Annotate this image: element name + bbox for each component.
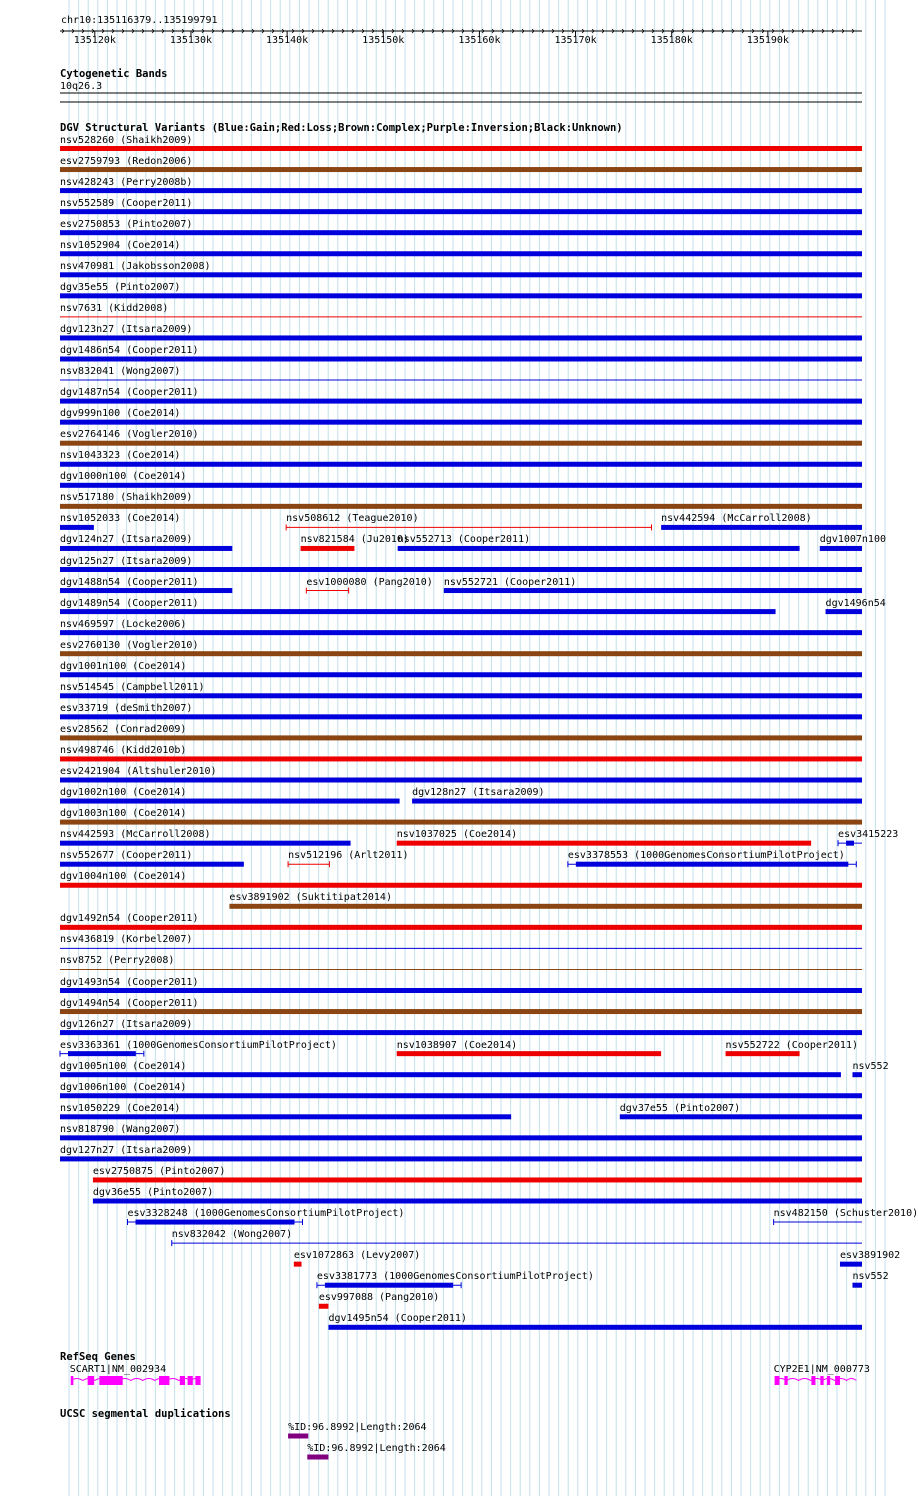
sv-feature-label: dgv1004n100 (Coe2014) [60, 871, 187, 883]
sv-feature-label: dgv126n27 (Itsara2009) [60, 1018, 193, 1030]
sv-feature [60, 230, 862, 235]
gene-exon [827, 1376, 830, 1385]
refseq-track-title: RefSeq Genes [60, 1351, 136, 1363]
sv-feature-label: nsv818790 (Wang2007) [60, 1123, 181, 1135]
gene-label: CYP2E1|NM_000773 [773, 1363, 870, 1375]
sv-feature [60, 1072, 841, 1077]
sv-feature [846, 841, 854, 846]
sv-feature [60, 672, 862, 677]
sv-feature [60, 1030, 862, 1035]
sv-feature [60, 693, 862, 698]
gene-exon [71, 1376, 74, 1385]
sv-feature [60, 188, 862, 193]
sv-feature [229, 904, 862, 909]
sv-feature-label: esv33719 (deSmith2007) [60, 702, 193, 714]
sv-feature [398, 546, 800, 551]
sv-feature-label: dgv1000n100 (Coe2014) [60, 471, 187, 483]
sv-feature-label: esv3891902 (Suktitipat2014) [229, 892, 392, 904]
sv-feature [852, 1283, 862, 1288]
sv-feature-label: dgv1489n54 (Cooper2011) [60, 597, 199, 609]
sv-feature [60, 335, 862, 340]
sv-feature-label: nsv552 [852, 1271, 889, 1283]
sv-feature-label: esv3378553 (1000GenomesConsortiumPilotProject) [567, 850, 845, 862]
sv-feature-label: esv2421904 (Altshuler2010) [60, 766, 217, 777]
gene-exon [188, 1376, 193, 1385]
sv-feature [60, 251, 862, 256]
sv-feature-label: nsv821584 (Ju2010) [300, 534, 409, 546]
sv-feature-label: nsv552 [852, 1060, 889, 1072]
sv-feature-label: nsv832041 (Wong2007) [60, 366, 181, 378]
sv-feature [444, 588, 862, 593]
sv-feature [93, 1199, 862, 1204]
sv-feature-label: dgv1494n54 (Cooper2011) [60, 997, 199, 1009]
sv-feature [60, 778, 862, 783]
sv-feature-label: dgv1486n54 (Cooper2011) [60, 345, 199, 356]
ruler-tick-label: 135120k [73, 35, 116, 46]
sv-feature-label: esv1000080 (Pang2010) [306, 576, 433, 588]
sv-feature-label: dgv1495n54 (Cooper2011) [328, 1313, 467, 1325]
gene-label: SCART1|NM_002934 [69, 1363, 167, 1375]
sv-feature-label: nsv552721 (Cooper2011) [443, 576, 577, 588]
sv-feature [60, 799, 400, 804]
sv-feature-label: esv2759793 (Redon2006) [60, 155, 193, 167]
sv-feature-label: esv2760130 (Vogler2010) [60, 639, 199, 651]
sv-feature [60, 714, 862, 719]
sv-feature-label: esv3891902 [839, 1250, 901, 1262]
ruler-tick-label: 135150k [362, 35, 405, 46]
sv-feature-label: dgv1492n54 (Cooper2011) [60, 913, 199, 925]
sv-feature-label: dgv1006n100 (Coe2014) [60, 1081, 187, 1093]
sv-feature-label: esv997088 (Pang2010) [318, 1292, 440, 1304]
sv-feature-label: dgv1001n100 (Coe2014) [60, 660, 187, 672]
dgv-track-title: DGV Structural Variants (Blue:Gain;Red:Loss;Brown:Complex;Purple:Inversion;Black:Unknown) [60, 122, 623, 134]
segdup-feature [307, 1455, 328, 1460]
sv-feature-label: esv3328248 (1000GenomesConsortiumPilotProject) [127, 1208, 405, 1220]
sv-feature-label: nsv1043323 (Coe2014) [60, 450, 181, 462]
sv-feature [852, 1072, 862, 1077]
ruler-location: chr10:135116379..135199791 [61, 15, 218, 26]
sv-feature [60, 883, 862, 888]
sv-feature-label: esv2750853 (Pinto2007) [60, 218, 193, 230]
gene-exon [811, 1376, 815, 1385]
sv-feature [60, 1156, 862, 1161]
sv-feature-label: nsv528260 (Shaikh2009) [60, 134, 193, 146]
cytoband-track-title: Cytogenetic Bands [60, 68, 168, 80]
sv-feature-label: dgv124n27 (Itsara2009) [60, 534, 193, 546]
sv-feature [620, 1114, 862, 1119]
sv-feature-label: esv28562 (Conrad2009) [60, 723, 187, 735]
sv-feature-label: dgv1007n100 [819, 534, 886, 546]
sv-feature [60, 988, 862, 993]
sv-feature-label: dgv125n27 (Itsara2009) [60, 555, 193, 567]
sv-feature-label: nsv552722 (Cooper2011) [725, 1039, 858, 1051]
sv-feature [412, 799, 862, 804]
sv-feature [60, 820, 862, 825]
segdup-feature [288, 1434, 308, 1439]
sv-feature [136, 1220, 295, 1225]
gene-exon [88, 1376, 94, 1385]
ruler-tick-label: 135160k [458, 35, 501, 46]
ruler-tick-label: 135140k [266, 35, 309, 46]
sv-feature-label: dgv999n100 (Coe2014) [60, 408, 181, 420]
sv-feature-label: esv2750875 (Pinto2007) [92, 1165, 226, 1177]
sv-feature-label: dgv1005n100 (Coe2014) [60, 1060, 187, 1072]
sv-feature-label: dgv1003n100 (Coe2014) [60, 808, 187, 820]
sv-feature [60, 756, 862, 761]
sv-feature [60, 651, 862, 656]
sv-feature [826, 609, 862, 614]
sv-feature-label: nsv436819 (Korbel2007) [60, 934, 193, 946]
ruler-tick-label: 135170k [554, 35, 597, 46]
sv-feature [328, 1325, 862, 1330]
segdup-track-title: UCSC segmental duplications [60, 1408, 231, 1420]
sv-feature-label: esv2764146 (Vogler2010) [60, 429, 199, 441]
segdup-label: %ID:96.8992|Length:2064 [307, 1443, 446, 1454]
sv-feature-label: dgv123n27 (Itsara2009) [60, 323, 193, 335]
sv-feature-label: dgv1493n54 (Cooper2011) [60, 976, 199, 988]
sv-feature [60, 925, 862, 930]
sv-feature [60, 441, 862, 446]
sv-feature [60, 546, 232, 551]
sv-feature [301, 546, 355, 551]
sv-feature [397, 841, 811, 846]
sv-feature [60, 167, 862, 172]
sv-feature-label: nsv552589 (Cooper2011) [60, 197, 193, 209]
sv-feature [397, 1051, 661, 1056]
sv-feature-label: dgv1496n54 [825, 597, 886, 609]
sv-feature-label: nsv1052033 (Coe2014) [60, 513, 181, 525]
sv-feature-label: nsv482150 (Schuster2010) [773, 1208, 918, 1220]
sv-feature-label: esv3363361 (1000GenomesConsortiumPilotProject) [60, 1039, 337, 1051]
sv-feature-label: esv3415223 [838, 829, 899, 841]
sv-feature [60, 588, 232, 593]
sv-feature [60, 483, 862, 488]
ruler-tick-label: 135130k [169, 35, 213, 46]
sv-feature [60, 1093, 862, 1098]
sv-feature-label: nsv552713 (Cooper2011) [397, 534, 531, 546]
sv-feature [60, 609, 776, 614]
sv-feature [60, 525, 94, 530]
sv-feature-label: dgv128n27 (Itsara2009) [412, 787, 545, 799]
sv-feature-label: nsv512196 (Arlt2011) [288, 850, 409, 862]
ruler-tick-label: 135180k [650, 35, 693, 46]
sv-feature-label: nsv832042 (Wong2007) [171, 1229, 293, 1241]
sv-feature [576, 862, 848, 867]
sv-feature-label: dgv36e55 (Pinto2007) [92, 1187, 214, 1198]
gene-exon [820, 1376, 823, 1385]
gene-exon [835, 1376, 840, 1385]
sv-feature-label: nsv442594 (McCarroll2008) [661, 513, 812, 525]
sv-feature-label: nsv517180 (Shaikh2009) [60, 492, 193, 504]
sv-feature-label: dgv1488n54 (Cooper2011) [60, 576, 199, 588]
sv-feature-label: nsv470981 (Jakobsson2008) [60, 260, 211, 272]
gene-exon [784, 1376, 787, 1385]
sv-feature-label: nsv1037025 (Coe2014) [396, 829, 518, 841]
sv-feature-label: dgv35e55 (Pinto2007) [60, 281, 181, 293]
sv-feature-label: nsv469597 (Locke2006) [60, 618, 187, 630]
sv-feature [60, 630, 862, 635]
sv-feature [840, 1262, 862, 1267]
sv-feature [60, 841, 351, 846]
sv-feature [60, 735, 862, 740]
sv-feature-label: nsv8752 (Perry2008) [60, 955, 175, 967]
sv-feature [319, 1304, 329, 1309]
sv-feature [60, 567, 862, 572]
sv-feature-label: nsv442593 (McCarroll2008) [60, 829, 211, 841]
sv-feature-label: nsv1050229 (Coe2014) [60, 1102, 181, 1114]
sv-feature-label: nsv498746 (Kidd2010b) [60, 744, 187, 756]
gene-exon [99, 1376, 122, 1385]
sv-feature [60, 862, 244, 867]
sv-feature [294, 1262, 302, 1267]
sv-feature [60, 399, 862, 404]
sv-feature [820, 546, 862, 551]
cytoband-label: 10q26.3 [60, 81, 103, 92]
sv-feature-label: dgv127n27 (Itsara2009) [60, 1144, 193, 1156]
ruler-tick-label: 135190k [746, 35, 789, 46]
sv-feature [60, 504, 862, 509]
sv-feature [60, 146, 862, 151]
gene-exon [180, 1376, 185, 1385]
gene-exon [159, 1376, 169, 1385]
sv-feature-label: esv3381773 (1000GenomesConsortiumPilotProject) [316, 1271, 594, 1283]
sv-feature-label: dgv1002n100 (Coe2014) [60, 787, 187, 799]
sv-feature-label: nsv514545 (Campbell2011) [60, 681, 205, 693]
sv-feature [60, 272, 862, 277]
sv-feature-label: nsv552677 (Cooper2011) [60, 850, 193, 862]
sv-feature [60, 1009, 862, 1014]
sv-feature [60, 420, 862, 425]
sv-feature [93, 1177, 862, 1182]
sv-feature-label: dgv1487n54 (Cooper2011) [60, 387, 199, 399]
sv-feature-label: dgv37e55 (Pinto2007) [619, 1102, 741, 1114]
sv-feature [60, 1135, 862, 1140]
segdup-label: %ID:96.8992|Length:2064 [288, 1422, 427, 1433]
sv-feature-label: nsv1038907 (Coe2014) [396, 1039, 518, 1051]
sv-feature-label: nsv508612 (Teague2010) [286, 513, 419, 525]
sv-feature-label: nsv7631 (Kidd2008) [60, 302, 169, 314]
sv-feature [60, 357, 862, 362]
sv-feature [68, 1051, 136, 1056]
sv-feature-label: esv1072863 (Levy2007) [293, 1250, 421, 1262]
sv-feature [325, 1283, 453, 1288]
gene-exon [775, 1376, 780, 1385]
sv-feature [60, 209, 862, 214]
sv-feature [60, 1114, 511, 1119]
sv-feature [661, 525, 862, 530]
sv-feature-label: nsv1052904 (Coe2014) [60, 239, 181, 251]
sv-feature-label: nsv428243 (Perry2008b) [60, 176, 193, 188]
sv-feature [60, 462, 862, 467]
sv-feature [726, 1051, 800, 1056]
sv-feature [60, 293, 862, 298]
gene-exon [195, 1376, 200, 1385]
